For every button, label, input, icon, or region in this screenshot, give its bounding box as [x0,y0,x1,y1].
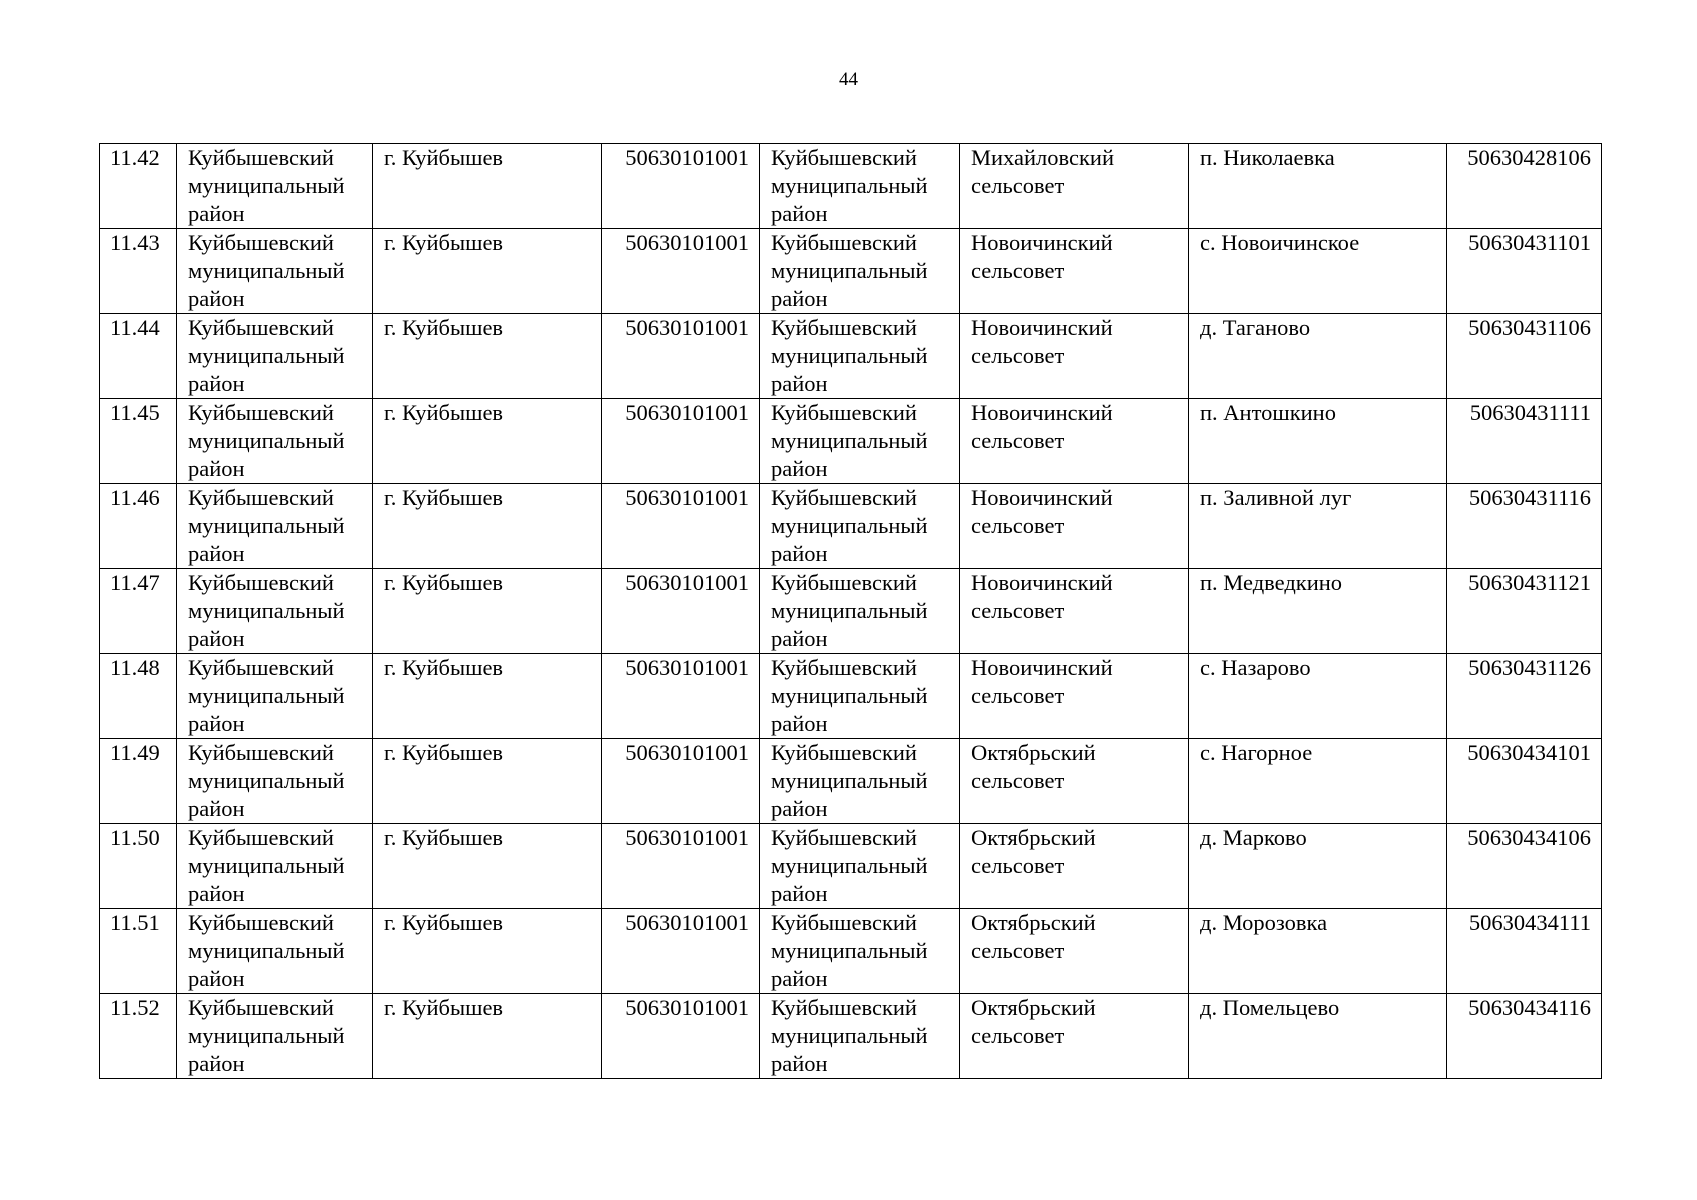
settlement-cell [960,229,1189,314]
settlement-line: сельсовет [971,258,1065,283]
locality-code-cell: 50630431116 [1447,484,1602,569]
settlement-cell [960,484,1189,569]
settlement-line: сельсовет [971,513,1065,538]
district-cell [177,569,373,654]
district-line: Куйбышевский [188,655,334,680]
settlement-cell [960,739,1189,824]
settlement-cell [960,569,1189,654]
admin-center-code-cell: 50630101001 [602,144,760,229]
district-line: муниципальный [188,428,345,453]
municipality-line: район [771,286,828,311]
municipality-line: район [771,881,828,906]
district-cell [177,229,373,314]
row-number-cell: 11.48 [100,654,177,739]
settlement-cell [960,314,1189,399]
admin-center-cell: г. Куйбышев [373,229,602,314]
settlement-line: сельсовет [971,1023,1065,1048]
district-line: муниципальный [188,598,345,623]
district-line: Куйбышевский [188,485,334,510]
municipality-line: район [771,1051,828,1076]
settlement-line: Новоичинский [971,570,1113,595]
municipality-line: район [771,456,828,481]
municipality-line: Куйбышевский [771,315,917,340]
admin-center-code-cell: 50630101001 [602,654,760,739]
settlement-cell [960,399,1189,484]
district-cell [177,739,373,824]
district-line: район [188,541,245,566]
district-line: муниципальный [188,683,345,708]
municipality-cell [760,144,960,229]
municipality-line: район [771,201,828,226]
district-cell [177,314,373,399]
settlement-line: Новоичинский [971,315,1113,340]
district-line: район [188,966,245,991]
district-line: Куйбышевский [188,825,334,850]
locality-cell: п. Заливной луг [1189,484,1447,569]
district-cell [177,144,373,229]
locality-code-cell: 50630431121 [1447,569,1602,654]
settlement-line: сельсовет [971,683,1065,708]
district-line: Куйбышевский [188,995,334,1020]
table-row [100,909,1602,994]
district-line: район [188,711,245,736]
municipality-line: муниципальный [771,853,928,878]
municipality-cell [760,569,960,654]
municipality-line: муниципальный [771,428,928,453]
admin-center-code-cell: 50630101001 [602,399,760,484]
admin-center-cell: г. Куйбышев [373,824,602,909]
locality-code-cell: 50630431126 [1447,654,1602,739]
settlement-line: сельсовет [971,598,1065,623]
municipality-cell [760,314,960,399]
table-row [100,739,1602,824]
municipality-line: Куйбышевский [771,145,917,170]
municipality-line: район [771,966,828,991]
settlement-line: Михайловский [971,145,1114,170]
locality-cell: д. Таганово [1189,314,1447,399]
district-line: Куйбышевский [188,400,334,425]
locality-cell: с. Нагорное [1189,739,1447,824]
municipality-cell [760,909,960,994]
district-cell [177,994,373,1079]
table-row [100,399,1602,484]
municipality-cell [760,824,960,909]
district-line: Куйбышевский [188,740,334,765]
locality-code-cell: 50630434101 [1447,739,1602,824]
admin-center-code-cell: 50630101001 [602,824,760,909]
municipality-cell [760,739,960,824]
locality-code-cell: 50630431101 [1447,229,1602,314]
district-line: район [188,626,245,651]
municipality-line: муниципальный [771,343,928,368]
page-number: 44 [839,69,858,90]
district-line: муниципальный [188,1023,345,1048]
settlement-cell [960,824,1189,909]
district-line: Куйбышевский [188,570,334,595]
district-cell [177,824,373,909]
district-line: муниципальный [188,258,345,283]
locality-cell: с. Назарово [1189,654,1447,739]
municipality-line: Куйбышевский [771,655,917,680]
municipality-cell [760,994,960,1079]
admin-center-cell: г. Куйбышев [373,739,602,824]
district-line: район [188,1051,245,1076]
admin-center-code-cell: 50630101001 [602,909,760,994]
settlement-line: Октябрьский [971,740,1096,765]
municipality-line: муниципальный [771,173,928,198]
settlement-line: Октябрьский [971,995,1096,1020]
admin-center-code-cell: 50630101001 [602,994,760,1079]
locality-code-cell: 50630431111 [1447,399,1602,484]
district-line: муниципальный [188,173,345,198]
municipality-line: Куйбышевский [771,910,917,935]
district-line: район [188,286,245,311]
locality-cell: п. Медведкино [1189,569,1447,654]
municipality-line: муниципальный [771,938,928,963]
settlement-line: сельсовет [971,173,1065,198]
row-number-cell: 11.51 [100,909,177,994]
municipality-line: Куйбышевский [771,570,917,595]
row-number-cell: 11.47 [100,569,177,654]
locality-cell: с. Новоичинское [1189,229,1447,314]
table-body [100,144,1602,1079]
admin-center-cell: г. Куйбышев [373,909,602,994]
settlement-line: Новоичинский [971,400,1113,425]
locality-cell: п. Антошкино [1189,399,1447,484]
municipality-line: район [771,541,828,566]
locality-code-cell: 50630434116 [1447,994,1602,1079]
settlement-cell [960,994,1189,1079]
municipality-cell [760,229,960,314]
settlement-line: сельсовет [971,428,1065,453]
admin-center-cell: г. Куйбышев [373,569,602,654]
settlement-line: сельсовет [971,938,1065,963]
row-number-cell: 11.44 [100,314,177,399]
district-line: район [188,881,245,906]
locality-cell: д. Марково [1189,824,1447,909]
municipality-line: Куйбышевский [771,485,917,510]
municipality-line: муниципальный [771,513,928,538]
row-number-cell: 11.46 [100,484,177,569]
district-line: Куйбышевский [188,315,334,340]
locality-code-cell: 50630434106 [1447,824,1602,909]
settlement-line: Октябрьский [971,910,1096,935]
district-line: район [188,371,245,396]
table-row [100,314,1602,399]
municipality-line: Куйбышевский [771,740,917,765]
municipality-line: муниципальный [771,768,928,793]
row-number-cell: 11.42 [100,144,177,229]
district-line: муниципальный [188,853,345,878]
settlement-line: Новоичинский [971,485,1113,510]
table-row [100,144,1602,229]
admin-center-cell: г. Куйбышев [373,654,602,739]
table-row [100,569,1602,654]
municipality-line: район [771,711,828,736]
admin-center-code-cell: 50630101001 [602,484,760,569]
municipality-cell [760,654,960,739]
admin-center-cell: г. Куйбышев [373,144,602,229]
district-line: муниципальный [188,938,345,963]
row-number-cell: 11.52 [100,994,177,1079]
municipality-cell [760,484,960,569]
table-row [100,229,1602,314]
table-row [100,824,1602,909]
district-cell [177,399,373,484]
district-line: район [188,456,245,481]
municipality-line: Куйбышевский [771,230,917,255]
row-number-cell: 11.50 [100,824,177,909]
locality-code-cell: 50630431106 [1447,314,1602,399]
municipality-line: муниципальный [771,258,928,283]
municipality-line: муниципальный [771,598,928,623]
district-line: муниципальный [188,768,345,793]
admin-center-code-cell: 50630101001 [602,569,760,654]
municipality-line: Куйбышевский [771,825,917,850]
municipality-line: район [771,371,828,396]
locality-cell: д. Морозовка [1189,909,1447,994]
municipality-line: Куйбышевский [771,995,917,1020]
district-cell [177,484,373,569]
municipality-line: район [771,796,828,821]
locality-code-cell: 50630428106 [1447,144,1602,229]
admin-center-code-cell: 50630101001 [602,229,760,314]
settlement-line: Новоичинский [971,230,1113,255]
district-cell [177,654,373,739]
settlement-line: сельсовет [971,343,1065,368]
locality-code-cell: 50630434111 [1447,909,1602,994]
admin-center-code-cell: 50630101001 [602,739,760,824]
district-line: Куйбышевский [188,230,334,255]
settlement-cell [960,654,1189,739]
row-number-cell: 11.43 [100,229,177,314]
district-cell [177,909,373,994]
municipality-line: муниципальный [771,683,928,708]
settlement-line: сельсовет [971,768,1065,793]
table-row [100,994,1602,1079]
settlement-line: сельсовет [971,853,1065,878]
district-line: Куйбышевский [188,910,334,935]
table-row [100,484,1602,569]
municipality-line: район [771,626,828,651]
municipality-line: муниципальный [771,1023,928,1048]
locality-cell: п. Николаевка [1189,144,1447,229]
settlement-registry-table [99,143,1602,1079]
district-line: район [188,201,245,226]
district-line: район [188,796,245,821]
district-line: муниципальный [188,343,345,368]
settlement-cell [960,144,1189,229]
admin-center-cell: г. Куйбышев [373,484,602,569]
municipality-cell [760,399,960,484]
admin-center-cell: г. Куйбышев [373,314,602,399]
municipality-line: Куйбышевский [771,400,917,425]
admin-center-code-cell: 50630101001 [602,314,760,399]
district-line: муниципальный [188,513,345,538]
settlement-line: Октябрьский [971,825,1096,850]
settlement-cell [960,909,1189,994]
table-row [100,654,1602,739]
admin-center-cell: г. Куйбышев [373,994,602,1079]
locality-cell: д. Помельцево [1189,994,1447,1079]
row-number-cell: 11.45 [100,399,177,484]
admin-center-cell: г. Куйбышев [373,399,602,484]
district-line: Куйбышевский [188,145,334,170]
settlement-line: Новоичинский [971,655,1113,680]
row-number-cell: 11.49 [100,739,177,824]
